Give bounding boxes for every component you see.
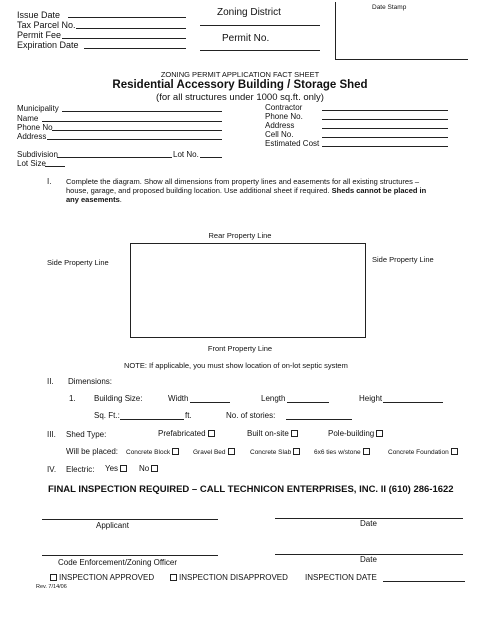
prefabricated-option[interactable]: [158, 430, 215, 438]
electric-yes-label: Yes: [105, 464, 119, 473]
name-label: Name: [17, 114, 39, 123]
fact-sheet-heading: ZONING PERMIT APPLICATION FACT SHEET: [160, 70, 320, 79]
section-1-text-line2-normal: house, garage, and proposed building location. Use additional sheet if required.: [66, 186, 332, 195]
page-subtitle: (for all structures under 1000 sq.ft. only): [156, 92, 324, 103]
applicant-date-label: Date: [360, 519, 377, 528]
height-label: Height: [359, 394, 383, 403]
issue-date-label: Issue Date: [17, 10, 61, 20]
electric-no-option[interactable]: [139, 465, 158, 473]
contractor-address-label: Address: [265, 121, 295, 130]
officer-label: Code Enforcement/Zoning Officer: [58, 558, 178, 567]
contractor-label: Contractor: [265, 103, 303, 112]
concrete-foundation-label: Concrete Foundation: [388, 449, 449, 456]
placement-label: Will be placed:: [66, 447, 119, 456]
contractor-phone-label: Phone No.: [265, 112, 303, 121]
section-1-easement-warning-end: any easements: [66, 195, 120, 204]
shed-type-label: Shed Type:: [66, 430, 107, 439]
building-size-label: Building Size:: [94, 394, 143, 403]
estimated-cost-line[interactable]: [322, 146, 448, 147]
width-label: Width: [168, 394, 189, 403]
built-on-site-label: Built on-site: [247, 429, 289, 438]
tax-parcel-label: Tax Parcel No.: [17, 20, 76, 30]
permit-fee-label: Permit Fee: [17, 30, 62, 40]
officer-signature-line[interactable]: [42, 555, 218, 556]
lot-size-line[interactable]: [45, 166, 65, 167]
permit-no-line[interactable]: [200, 50, 320, 51]
lot-no-label: Lot No.: [173, 150, 199, 159]
phone-label: Phone No: [17, 123, 53, 132]
inspection-approved-label: INSPECTION APPROVED: [59, 573, 155, 582]
inspection-approved-checkbox[interactable]: [50, 574, 57, 581]
section-1-text-line3: [66, 196, 122, 204]
expiration-date-label: Expiration Date: [17, 40, 79, 50]
zoning-district-label: Zoning District: [217, 7, 281, 18]
address-label: Address: [17, 132, 47, 141]
side-property-line-right-label: Side Property Line: [372, 255, 434, 264]
estimated-cost-label: Estimated Cost: [265, 139, 320, 148]
date-stamp-bottom-border: [335, 59, 468, 60]
inspection-disapproved-checkbox[interactable]: [170, 574, 177, 581]
contractor-phone-line[interactable]: [322, 119, 448, 120]
section-1-text-period: .: [119, 195, 122, 204]
electric-label: Electric:: [66, 465, 95, 474]
applicant-signature-line[interactable]: [42, 519, 218, 520]
name-line[interactable]: [42, 121, 222, 122]
ties-checkbox[interactable]: [363, 448, 370, 455]
electric-yes-checkbox[interactable]: [120, 465, 127, 472]
permit-no-label: Permit No.: [222, 33, 270, 44]
inspection-disapproved-option[interactable]: [170, 574, 288, 582]
zoning-district-line[interactable]: [200, 25, 320, 26]
subdivision-label: Subdivision: [17, 150, 58, 159]
concrete-block-option[interactable]: [126, 448, 179, 457]
inspection-approved-option[interactable]: [50, 574, 154, 582]
stories-line[interactable]: [286, 419, 352, 420]
lot-size-label: Lot Size: [17, 159, 46, 168]
height-line[interactable]: [383, 402, 443, 403]
inspection-disapproved-label: INSPECTION DISAPPROVED: [179, 573, 288, 582]
final-inspection-notice: FINAL INSPECTION REQUIRED – CALL TECHNICON ENTERPRISES, INC. II (610) 286-1622: [48, 484, 454, 495]
length-line[interactable]: [287, 402, 329, 403]
built-on-site-option[interactable]: [247, 430, 298, 438]
section-1-easement-warning: Sheds cannot be placed in: [331, 186, 427, 195]
concrete-block-label: Concrete Block: [126, 449, 171, 456]
subdivision-line[interactable]: [57, 157, 172, 158]
phone-line[interactable]: [52, 130, 222, 131]
cell-line[interactable]: [322, 137, 448, 138]
width-line[interactable]: [190, 402, 230, 403]
concrete-foundation-option[interactable]: [388, 448, 458, 457]
concrete-slab-checkbox[interactable]: [293, 448, 300, 455]
applicant-label: Applicant: [96, 521, 129, 530]
septic-note: NOTE: If applicable, you must show location of on-lot septic system: [124, 361, 348, 370]
electric-no-checkbox[interactable]: [151, 465, 158, 472]
ties-label: 6x6 ties w/stone: [314, 449, 361, 456]
concrete-foundation-checkbox[interactable]: [451, 448, 458, 455]
prefabricated-checkbox[interactable]: [208, 430, 215, 437]
front-property-line-label: Front Property Line: [207, 344, 273, 353]
municipality-line[interactable]: [62, 111, 222, 112]
built-on-site-checkbox[interactable]: [291, 430, 298, 437]
cell-label: Cell No.: [265, 130, 294, 139]
electric-yes-option[interactable]: [105, 465, 127, 473]
address-line[interactable]: [47, 139, 222, 140]
gravel-bed-checkbox[interactable]: [228, 448, 235, 455]
section-2-number: II.: [47, 377, 54, 386]
dimensions-label: Dimensions:: [68, 377, 113, 386]
issue-date-line[interactable]: [68, 17, 186, 18]
stories-label: No. of stories:: [226, 411, 276, 420]
concrete-slab-option[interactable]: [250, 448, 300, 457]
section-1-number: I.: [47, 177, 52, 186]
lot-no-line[interactable]: [200, 157, 222, 158]
side-property-line-left-label: Side Property Line: [47, 258, 109, 267]
section-1-text-line2: [66, 187, 426, 195]
gravel-bed-label: Gravel Bed: [193, 449, 226, 456]
property-diagram-box[interactable]: [130, 243, 366, 338]
expiration-date-line[interactable]: [84, 48, 186, 49]
electric-no-label: No: [139, 464, 150, 473]
length-label: Length: [261, 394, 286, 403]
inspection-date-line[interactable]: [383, 581, 465, 582]
dimensions-item-number: 1.: [69, 394, 76, 403]
rear-property-line-label: Rear Property Line: [208, 231, 272, 240]
pole-building-checkbox[interactable]: [376, 430, 383, 437]
permit-fee-line[interactable]: [62, 38, 186, 39]
prefabricated-label: Prefabricated: [158, 429, 206, 438]
sqft-label: Sq. Ft.:: [94, 411, 120, 420]
officer-date-label: Date: [360, 555, 377, 564]
contractor-address-line[interactable]: [322, 128, 448, 129]
tax-parcel-line[interactable]: [76, 28, 186, 29]
concrete-block-checkbox[interactable]: [172, 448, 179, 455]
municipality-label: Municipality: [17, 104, 59, 113]
section-3-number: III.: [47, 430, 56, 439]
section-1-text-line1: Complete the diagram. Show all dimensions from property lines and easements for all existing structures –: [66, 177, 420, 186]
sqft-line[interactable]: [120, 419, 184, 420]
inspection-date-label: INSPECTION DATE: [305, 573, 377, 582]
pole-building-label: Pole-building: [328, 429, 375, 438]
date-stamp-left-border: [335, 2, 336, 60]
concrete-slab-label: Concrete Slab: [250, 449, 292, 456]
pole-building-option[interactable]: [328, 430, 383, 438]
gravel-bed-option[interactable]: [193, 448, 235, 457]
contractor-line[interactable]: [322, 110, 448, 111]
section-4-number: IV.: [47, 465, 57, 474]
ties-option[interactable]: [314, 448, 370, 457]
revision-label: Rev. 7/14/06: [36, 584, 67, 590]
sqft-unit: ft.: [185, 411, 192, 420]
page-title: Residential Accessory Building / Storage Shed: [112, 79, 368, 91]
date-stamp-label: Date Stamp: [372, 4, 407, 11]
